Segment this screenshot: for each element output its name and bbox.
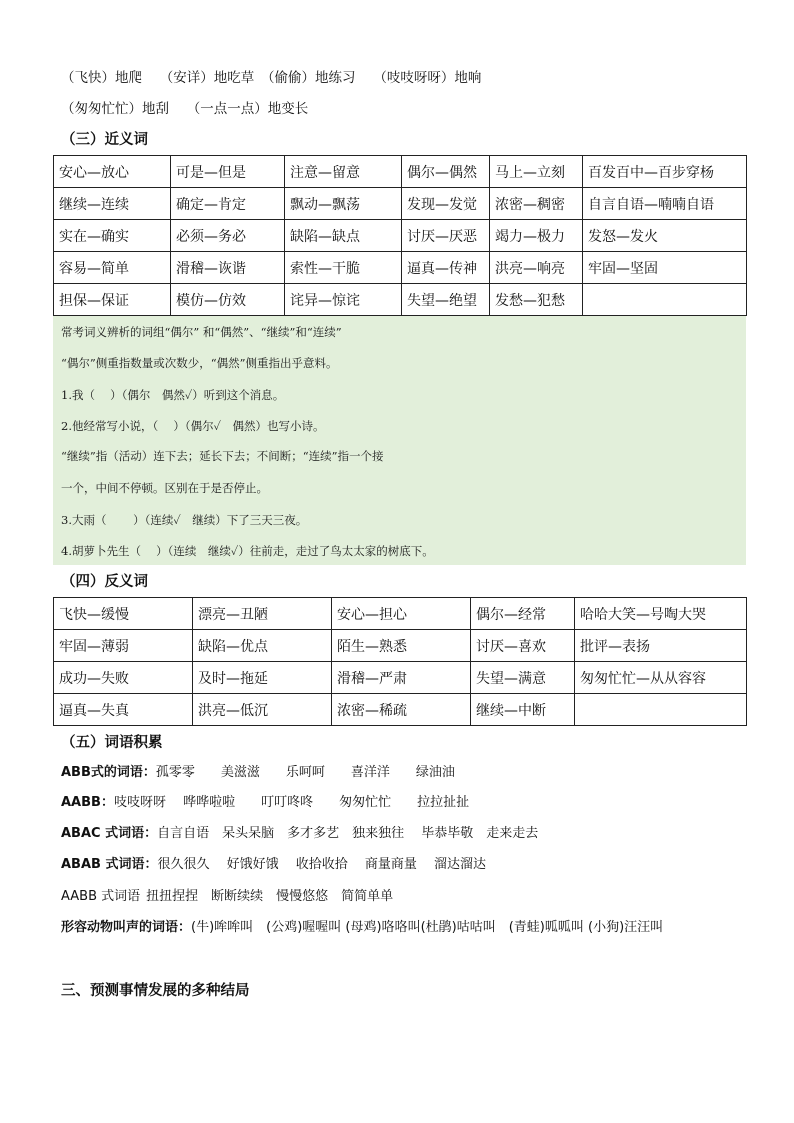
word-distinction-note <box>53 316 746 565</box>
table-cell: 滑稽—严肃 <box>332 662 471 694</box>
table-cell: 牢固—薄弱 <box>54 630 193 662</box>
vocab-line-aabb <box>61 793 469 813</box>
table-cell: 成功—失败 <box>54 662 193 694</box>
table-cell: 失望—绝望 <box>402 284 490 316</box>
antonyms-heading: （四）反义词 <box>61 574 148 590</box>
vocab-line-abab <box>61 855 486 875</box>
table-cell: 浓密—稠密 <box>490 188 583 220</box>
table-cell: 发愁—犯愁 <box>490 284 583 316</box>
note-line: “继续”指（活动）连下去；延长下去；不间断；“连续”指一个接 <box>61 449 384 463</box>
table-cell: 逼真—失真 <box>54 694 193 726</box>
vocab-heading: （五）词语积累 <box>61 735 163 751</box>
table-cell: 继续—中断 <box>471 694 575 726</box>
table-cell: 漂亮—丑陋 <box>193 598 332 630</box>
table-cell: 哈哈大笑—号啕大哭 <box>575 598 747 630</box>
table-cell: 实在—确实 <box>54 220 171 252</box>
table-cell: 发怒—发火 <box>583 220 747 252</box>
table-cell: 容易—简单 <box>54 252 171 284</box>
vocab-label: ABB式的词语： <box>61 765 156 780</box>
table-cell: 缺陷—优点 <box>193 630 332 662</box>
vocab-words: 扭扭捏捏 断断续续 慢慢悠悠 简简单单 <box>146 889 394 904</box>
table-row <box>54 598 747 630</box>
table-cell: 继续—连续 <box>54 188 171 220</box>
note-line: 常考词义辨析的词组“偶尔” 和“偶然”、“继续”和“连续” <box>61 325 342 339</box>
table-cell: 讨厌—厌恶 <box>402 220 490 252</box>
synonyms-heading: （三）近义词 <box>61 132 148 148</box>
table-cell: 滑稽—诙谐 <box>171 252 285 284</box>
vocab-line-abac <box>61 824 538 844</box>
table-cell: 百发百中—百步穿杨 <box>583 156 747 188</box>
synonyms-table <box>53 155 747 316</box>
table-cell: 陌生—熟悉 <box>332 630 471 662</box>
table-cell: 飞快—缓慢 <box>54 598 193 630</box>
table-cell: 及时—拖延 <box>193 662 332 694</box>
vocab-line-abb <box>61 763 455 783</box>
table-cell: 偶尔—偶然 <box>402 156 490 188</box>
vocab-line-animal-sounds <box>61 918 663 938</box>
note-line: 4.胡萝卜先生（ ）（连续 继续✓）往前走，走过了鸟太太家的树底下。 <box>61 544 434 558</box>
vocab-words: 很久很久 好饿好饿 收拾收拾 商量商量 溜达溜达 <box>157 857 486 872</box>
table-cell: 讨厌—喜欢 <box>471 630 575 662</box>
table-cell: 偶尔—经常 <box>471 598 575 630</box>
intro-line-1: （飞快）地爬 （安详）地吃草 （偷偷）地练习 （吱吱呀呀）地响 <box>61 70 482 86</box>
table-cell: 确定—肯定 <box>171 188 285 220</box>
table-cell <box>583 284 747 316</box>
table-cell: 缺陷—缺点 <box>285 220 402 252</box>
table-cell: 诧异—惊诧 <box>285 284 402 316</box>
table-cell: 发现—发觉 <box>402 188 490 220</box>
table-cell: 浓密—稀疏 <box>332 694 471 726</box>
table-cell: 索性—干脆 <box>285 252 402 284</box>
table-row <box>54 252 747 284</box>
table-cell: 竭力—极力 <box>490 220 583 252</box>
intro-line-2: （匆匆忙忙）地刮 （一点一点）地变长 <box>61 101 309 117</box>
section-3-heading: 三、预测事情发展的多种结局 <box>61 983 250 999</box>
vocab-line-aabb-2 <box>61 887 393 907</box>
table-row <box>54 630 747 662</box>
table-cell <box>575 694 747 726</box>
antonyms-table <box>53 597 747 726</box>
table-cell: 失望—满意 <box>471 662 575 694</box>
vocab-label: ABAB 式词语： <box>61 857 158 872</box>
note-line: 3.大雨（ ）（连续✓ 继续）下了三天三夜。 <box>61 513 308 527</box>
table-row <box>54 662 747 694</box>
table-cell: 注意—留意 <box>285 156 402 188</box>
note-line: 一个，中间不停顿。区别在于是否停止。 <box>61 481 268 495</box>
table-cell: 自言自语—喃喃自语 <box>583 188 747 220</box>
table-row <box>54 156 747 188</box>
vocab-words: 自言自语 呆头呆脑 多才多艺 独来独往 毕恭毕敬 走来走去 <box>157 826 539 841</box>
table-cell: 必须—务必 <box>171 220 285 252</box>
vocab-words: 吱吱呀呀 哗哗啦啦 叮叮咚咚 匆匆忙忙 拉拉扯扯 <box>113 795 470 810</box>
vocab-label: AABB： <box>61 795 114 810</box>
vocab-label: AABB 式词语 <box>61 889 141 904</box>
vocab-label: ABAC 式词语： <box>61 826 158 841</box>
table-row <box>54 220 747 252</box>
table-cell: 担保—保证 <box>54 284 171 316</box>
table-cell: 逼真—传神 <box>402 252 490 284</box>
table-cell: 马上—立刻 <box>490 156 583 188</box>
note-line: 2.他经常写小说，（ ）（偶尔✓ 偶然）也写小诗。 <box>61 419 325 433</box>
table-row <box>54 188 747 220</box>
note-line: 1.我（ ）（偶尔 偶然✓）听到这个消息。 <box>61 388 285 402</box>
table-cell: 模仿—仿效 <box>171 284 285 316</box>
table-cell: 批评—表扬 <box>575 630 747 662</box>
table-cell: 安心—担心 <box>332 598 471 630</box>
table-cell: 安心—放心 <box>54 156 171 188</box>
table-cell: 洪亮—响亮 <box>490 252 583 284</box>
table-cell: 可是—但是 <box>171 156 285 188</box>
table-row <box>54 284 747 316</box>
table-cell: 飘动—飘荡 <box>285 188 402 220</box>
vocab-words: 孤零零 美滋滋 乐呵呵 喜洋洋 绿油油 <box>155 765 455 780</box>
vocab-label: 形容动物叫声的词语： <box>61 920 192 935</box>
table-cell: 牢固—坚固 <box>583 252 747 284</box>
table-cell: 匆匆忙忙—从从容容 <box>575 662 747 694</box>
vocab-words: (牛)哞哞叫 (公鸡)喔喔叫 (母鸡)咯咯叫(杜鹃)咕咕叫 (青蛙)呱呱叫 (小狗)汪汪叫 <box>191 920 664 935</box>
table-row <box>54 694 747 726</box>
note-line: “偶尔”侧重指数量或次数少，“偶然”侧重指出乎意料。 <box>61 356 338 370</box>
table-cell: 洪亮—低沉 <box>193 694 332 726</box>
